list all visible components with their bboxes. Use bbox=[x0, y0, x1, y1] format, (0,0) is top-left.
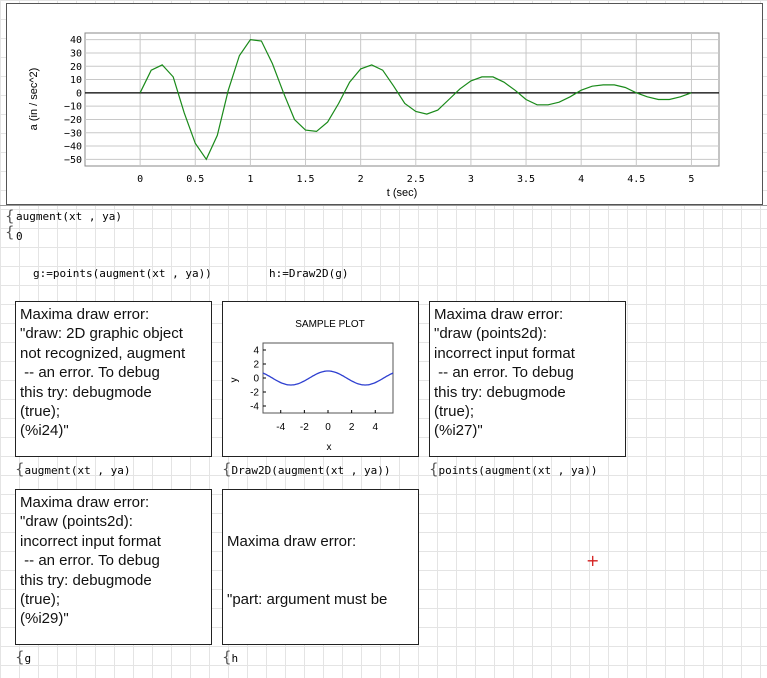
y-tick-label: 30 bbox=[69, 48, 82, 60]
sample-x-tick-label: 2 bbox=[348, 422, 355, 433]
caption-brace: { bbox=[15, 648, 25, 666]
result-brace: { bbox=[5, 207, 15, 225]
y-tick-label: 0 bbox=[75, 88, 82, 100]
x-tick-label: 1.5 bbox=[296, 174, 315, 185]
caption-error-box-3 bbox=[15, 648, 31, 667]
caption-sample-plot bbox=[222, 460, 391, 479]
draw-error-box[interactable] bbox=[222, 489, 419, 645]
draw-error-box[interactable]: Maxima draw error: "draw (points2d): incorrect input format -- an error. To debug this try: debugmode (true); (%i29)" bbox=[15, 489, 212, 645]
sample-plot-box[interactable] bbox=[222, 301, 419, 457]
caption-text: points(augment(xt , ya)) bbox=[438, 464, 598, 477]
caption-error-box-1 bbox=[15, 460, 131, 479]
result-brace-lower: { bbox=[5, 223, 15, 241]
x-tick-label: 2.5 bbox=[406, 174, 425, 185]
x-tick-label: 0.5 bbox=[186, 174, 205, 185]
y-tick-label: 20 bbox=[69, 61, 82, 73]
sample-y-tick-label: 2 bbox=[253, 359, 259, 371]
caption-brace: { bbox=[222, 460, 232, 478]
sample-plot-frame bbox=[263, 343, 393, 413]
main-plot-x-ticks bbox=[137, 174, 694, 185]
main-plot-y-ticks bbox=[64, 35, 82, 166]
error-line: Maxima draw error: bbox=[227, 532, 357, 550]
h-definition[interactable]: h:=Draw2D(g) bbox=[269, 267, 349, 280]
y-tick-label: −50 bbox=[63, 154, 82, 166]
sample-y-tick-label: 4 bbox=[253, 345, 259, 357]
caption-text: h bbox=[231, 652, 239, 665]
caption-brace: { bbox=[429, 460, 439, 478]
main-plot-y-label: a (in / sec^2) bbox=[28, 67, 40, 131]
sample-plot-x-label: x bbox=[326, 442, 332, 453]
result-value: 0 bbox=[16, 230, 23, 243]
insertion-cursor[interactable]: + bbox=[586, 551, 600, 570]
caption-error-box-2 bbox=[429, 460, 598, 479]
region-separator bbox=[0, 205, 767, 206]
caption-text: Draw2D(augment(xt , ya)) bbox=[231, 464, 391, 477]
x-tick-label: 4 bbox=[578, 174, 585, 185]
draw-error-box[interactable]: Maxima draw error: "draw: 2D graphic object not recognized, augment -- an error. To debug this try: debugmode (true); (%i24)" bbox=[15, 301, 212, 457]
x-tick-label: 0 bbox=[137, 174, 144, 185]
main-plot-region[interactable] bbox=[6, 3, 763, 205]
sample-plot-y-label: y bbox=[229, 377, 240, 383]
sample-plot bbox=[223, 302, 418, 456]
caption-brace: { bbox=[222, 648, 232, 666]
x-tick-label: 3 bbox=[467, 174, 474, 185]
y-tick-label: 10 bbox=[69, 75, 82, 87]
sample-x-tick-label: 4 bbox=[372, 422, 379, 433]
result-expression: augment(xt , ya) bbox=[16, 210, 122, 223]
g-definition[interactable]: g:=points(augment(xt , ya)) bbox=[33, 267, 212, 280]
sample-y-tick-label: -4 bbox=[250, 401, 259, 413]
x-tick-label: 5 bbox=[688, 174, 695, 185]
draw-error-box[interactable]: Maxima draw error: "draw (points2d): incorrect input format -- an error. To debug this try: debugmode (true); (%i27)" bbox=[429, 301, 626, 457]
caption-error-box-4 bbox=[222, 648, 238, 667]
caption-text: augment(xt , ya) bbox=[24, 464, 131, 477]
y-tick-label: −10 bbox=[63, 101, 82, 113]
caption-text: g bbox=[24, 652, 32, 665]
y-tick-label: −20 bbox=[63, 114, 82, 126]
y-tick-label: 40 bbox=[69, 35, 82, 47]
x-tick-label: 2 bbox=[357, 174, 364, 185]
x-tick-label: 4.5 bbox=[627, 174, 646, 185]
caption-brace: { bbox=[15, 460, 25, 478]
x-tick-label: 3.5 bbox=[517, 174, 536, 185]
y-tick-label: −40 bbox=[63, 141, 82, 153]
sample-x-tick-label: -4 bbox=[276, 422, 286, 433]
error-line: "part: argument must be bbox=[227, 591, 388, 609]
main-plot bbox=[7, 4, 764, 206]
sample-x-tick-label: -2 bbox=[299, 422, 309, 433]
sample-plot-title: SAMPLE PLOT bbox=[295, 319, 365, 330]
sample-y-tick-label: 0 bbox=[253, 373, 259, 385]
x-tick-label: 1 bbox=[247, 174, 254, 185]
y-tick-label: −30 bbox=[63, 128, 82, 140]
sample-x-tick-label: 0 bbox=[325, 422, 331, 433]
main-plot-x-label: t (sec) bbox=[386, 187, 418, 199]
sample-y-tick-label: -2 bbox=[250, 387, 259, 399]
